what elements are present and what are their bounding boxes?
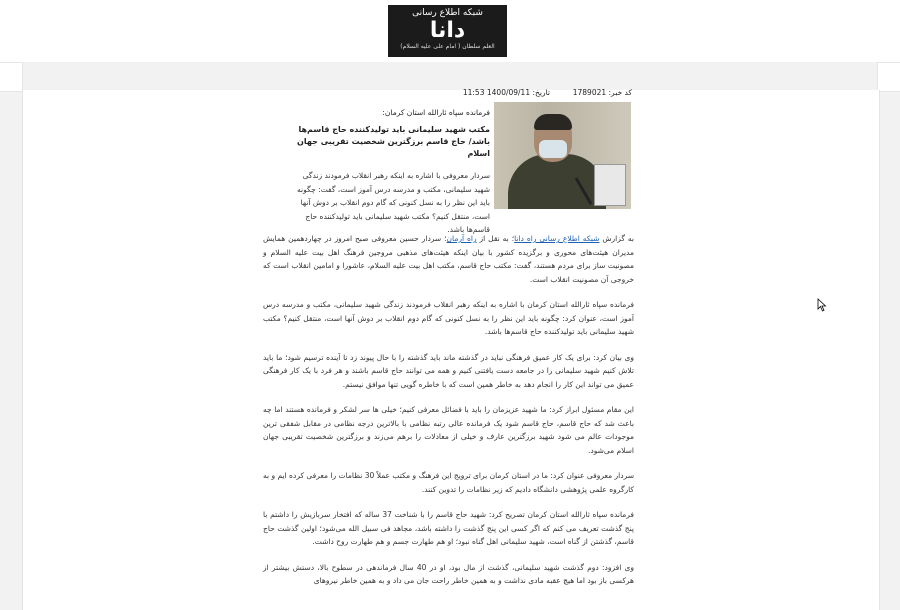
- news-date-value: 1400/09/11 11:53: [462, 88, 531, 97]
- left-side-tab: [0, 62, 23, 92]
- article-pretitle: فرمانده سپاه ثارالله استان کرمان:: [382, 108, 490, 117]
- logo-subtitle: شبکه اطلاع رسانی: [412, 8, 483, 18]
- news-meta: [420, 88, 632, 97]
- article-paragraph-intro: [263, 232, 634, 286]
- article-body: [263, 232, 634, 600]
- article-paragraph: وی بیان کرد: برای یک کار عمیق فرهنگی نباید در گذشته ماند باید گذشته را با حال پیوند زد تا آینده ترسیم شود؛ ما باید تلاش کنیم شهید سلیمانی را در جامعه دست یافتنی کنیم و همه می توانند حاج قاسم باشند و هر فرد با یک کار فرهنگی عمیق می تواند این کار را انجام دهد به خاطر همین است که با خاطره گویی تنها موافق نیستم.: [263, 352, 634, 389]
- source-link-raharman[interactable]: راه آرمان: [446, 234, 477, 243]
- source-link-dana[interactable]: شبکه اطلاع رسانی راه دانا: [514, 234, 600, 243]
- news-date-label: تاریخ:: [532, 88, 550, 97]
- article-paragraph: سردار معروفی عنوان کرد: ما در استان کرمان برای ترویج این فرهنگ و مکتب عملاً 30 نظامات را معرفی کرده ایم و به کارگروه علمی پژوهشی دانشگاه دادیم که زیر نظامات را تدوین کنند.: [263, 471, 634, 494]
- article-paragraph: وی افزود: دوم گذشت شهید سلیمانی، گذشت از مال بود، او در 40 سال فرماندهی در سطوح بالا، دستش بیشتر از هرکسی باز بود اما هیچ عقبه مادی نداشت و به همین خاطر راحت جان می داد و به همین خاطر نیروهای: [263, 562, 634, 585]
- right-side-tab: [877, 62, 900, 92]
- intro-mid: ؛ به نقل از: [479, 234, 515, 243]
- logo-name: دانا: [429, 18, 466, 43]
- logo-tagline: العلم سلطان ( امام علی علیه السلام): [400, 43, 495, 50]
- site-logo[interactable]: [388, 5, 507, 57]
- article-summary: سردار معروفی با اشاره به اینکه رهبر انقلاب فرمودند زندگی شهید سلیمانی، مکتب و مدرسه درس آموز است، گفت: چگونه باید این نظر را به نسل کنونی که گام دوم انقلاب بر دوش آنها است، منتقل کنیم؟ مکتب شهید سلیمانی باید تولیدکننده حاج قاسم‌ها باشد.: [297, 171, 490, 234]
- article-paragraph: فرمانده سپاه ثارالله استان کرمان با اشاره به اینکه رهبر انقلاب فرمودند زندگی شهید سلیمانی، مکتب و مدرسه درس آموز است، عنوان کرد: چگونه باید این نظر را به نسل کنونی که گام دوم انقلاب بر دوش آنها است، منتقل کنیم؟ مکتب شهید سلیمانی باید تولیدکننده حاج قاسم‌ها باشد.: [263, 300, 634, 336]
- news-code-label: کد خبر:: [608, 88, 632, 97]
- intro-rest: ؛ سردار حسین معروفی صبح امروز در چهاردهمین همایش مدیران هیئت‌های محوری و برگزیده کشور با بیان اینکه هیئت‌های مذهبی مروجین فرهنگ اهل بیت علیه السلام و مصونیت ساز برای مردم هستند، گفت: مکتب حاج قاسم، مکتب اهل بیت علیه السلام، عاشورا و امامین انقلاب است که خروجی آن مصونیت انقلاب است.: [263, 234, 634, 284]
- article-lead: [294, 108, 490, 237]
- news-code-value: 1789021: [572, 88, 607, 97]
- article-photo: [494, 102, 631, 209]
- article-title: مکتب شهید سلیمانی باید تولیدکننده حاج قاسم‌ها باشد/ حاج قاسم برزگترین شخصیت تقریبی جهان اسلام: [297, 125, 490, 158]
- mouse-cursor-icon: [817, 298, 827, 312]
- article-paragraph: این مقام مسئول ابراز کرد: ما شهید عزیزمان را باید با فضائل معرفی کنیم؛ خیلی ها سر لشکر و فرمانده هستند اما چه باعث شد که حاج قاسم، حاج قاسم شود یک فرمانده عالی رتبه نظامی با بالاترین درجه نظامی در مقابل شفقی ترین موجودات عالم می شود شهید برزگترین عارف و خیلی از معادلات را برهم می‌زند و برزگترین شخصیت تقریبی جهان اسلام می‌شود.: [263, 405, 634, 455]
- article-paragraph: فرمانده سپاه ثارالله استان کرمان تصریح کرد: شهید حاج قاسم را با شناخت 37 ساله که افتخار سربازیش را داشتم با پنج گذشت تعریف می کنم که اگر کسی این پنج گذشت را داشته باشد، مجاهد فی سبیل الله می‌شود؛ اولین گذشت حاج قاسم، گذشتن از گناه است، شهید سلیمانی اهل گناه نبود؛ او هم طهارت جسم و هم طهارت روح داشت.: [263, 510, 634, 546]
- intro-prefix: به گزارش: [602, 234, 635, 243]
